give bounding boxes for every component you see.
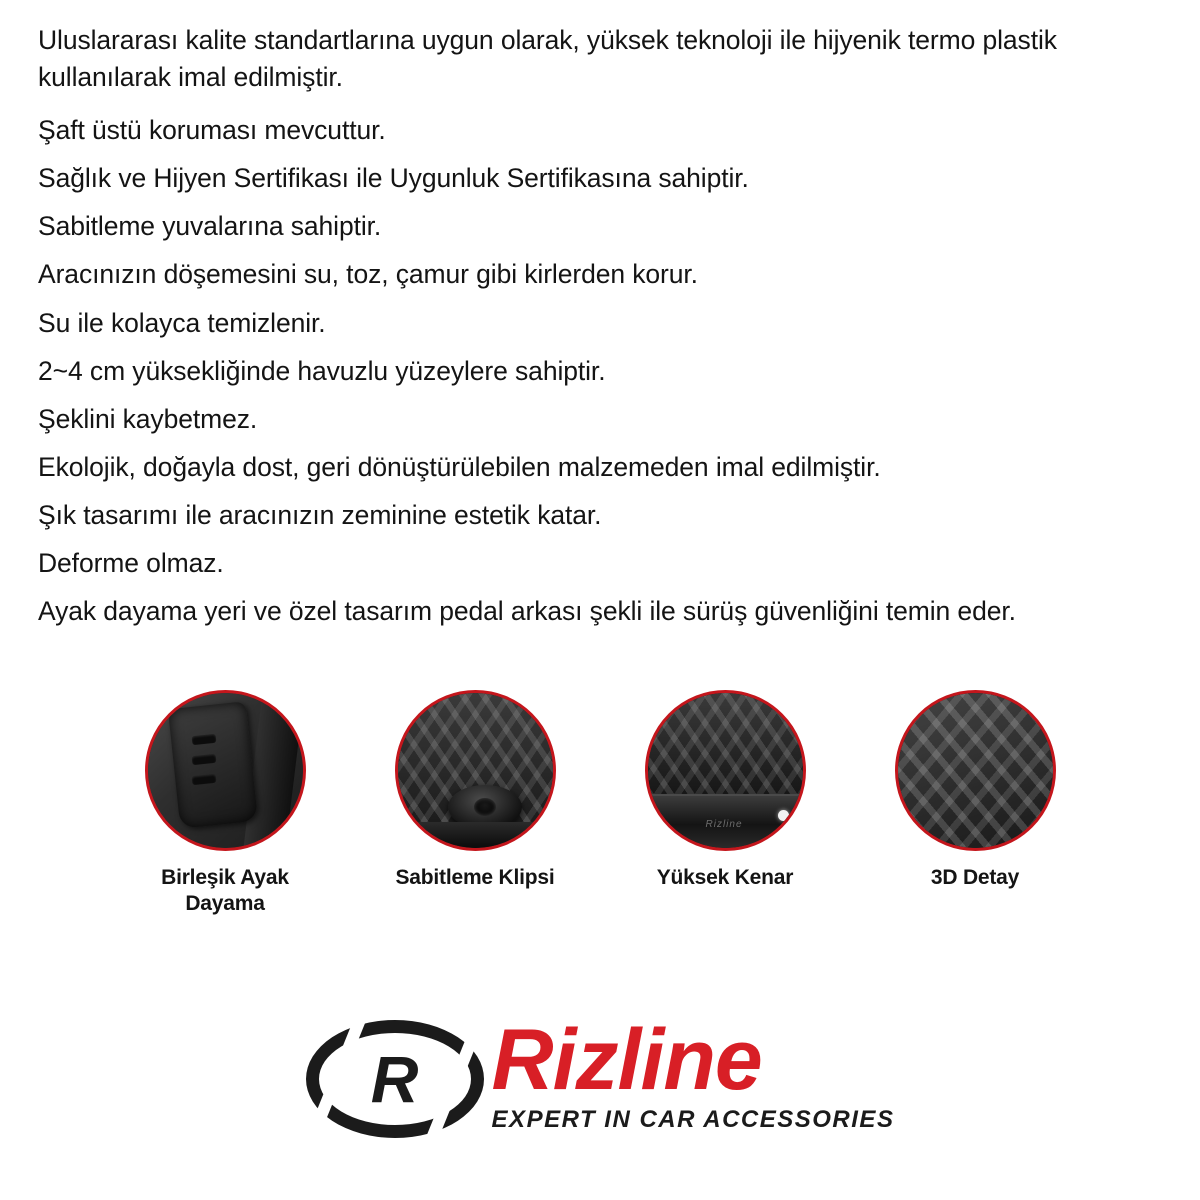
high-edge-photo-icon [645,690,806,851]
feature-item: Sağlık ve Hijyen Sertifikası ile Uygunluk Sertifikasına sahiptir. [38,163,749,194]
logo-monogram-badge [306,1020,484,1138]
highlight-item [880,690,1070,918]
highlight-caption: Yüksek Kenar [656,866,794,889]
highlight-item [630,690,820,918]
feature-list [38,22,1164,630]
logo-tagline: EXPERT IN CAR ACCESSORIES [491,1105,895,1133]
brand-logo [0,1012,1200,1138]
feature-item: Aracınızın döşemesini su, toz, çamur gibi kirlerden korur. [38,259,698,290]
feature-item: Ekolojik, doğayla dost, geri dönüştürülebilen malzemeden imal edilmiştir. [38,451,881,482]
3d-detail-photo-icon [895,690,1056,851]
highlight-caption: 3D Detay [930,866,1020,889]
logo-wordmark: Rizline [491,1012,762,1109]
logo-monogram: R [370,1042,419,1116]
highlight-item [130,690,320,918]
feature-item: Sabitleme yuvalarına sahiptir. [38,211,382,242]
mat-embossed-brand: Rizline [705,819,743,830]
highlight-caption: Sabitleme Klipsi [395,866,555,889]
feature-item: Şık tasarımı ile aracınızın zeminine estetik katar. [38,499,602,530]
highlight-item [380,690,570,918]
highlight-caption: Birleşik Ayak Dayama [161,866,289,916]
feature-item: Şaft üstü koruması mevcuttur. [38,115,386,146]
feature-item: Deforme olmaz. [38,548,224,579]
highlight-row [0,690,1200,918]
footrest-photo-icon [145,690,306,851]
feature-item: 2~4 cm yüksekliğinde havuzlu yüzeylere sahiptir. [38,355,606,386]
feature-item: Şeklini kaybetmez. [38,403,258,434]
feature-item: Uluslararası kalite standartlarına uygun olarak, yüksek teknoloji ile hijyenik termo plastik kullanılarak imal edilmiştir. [38,25,1057,93]
feature-item: Su ile kolayca temizlenir. [38,307,326,338]
feature-item: Ayak dayama yeri ve özel tasarım pedal arkası şekli ile sürüş güvenliğini temin eder. [38,596,1016,627]
fixing-clip-photo-icon [395,690,556,851]
